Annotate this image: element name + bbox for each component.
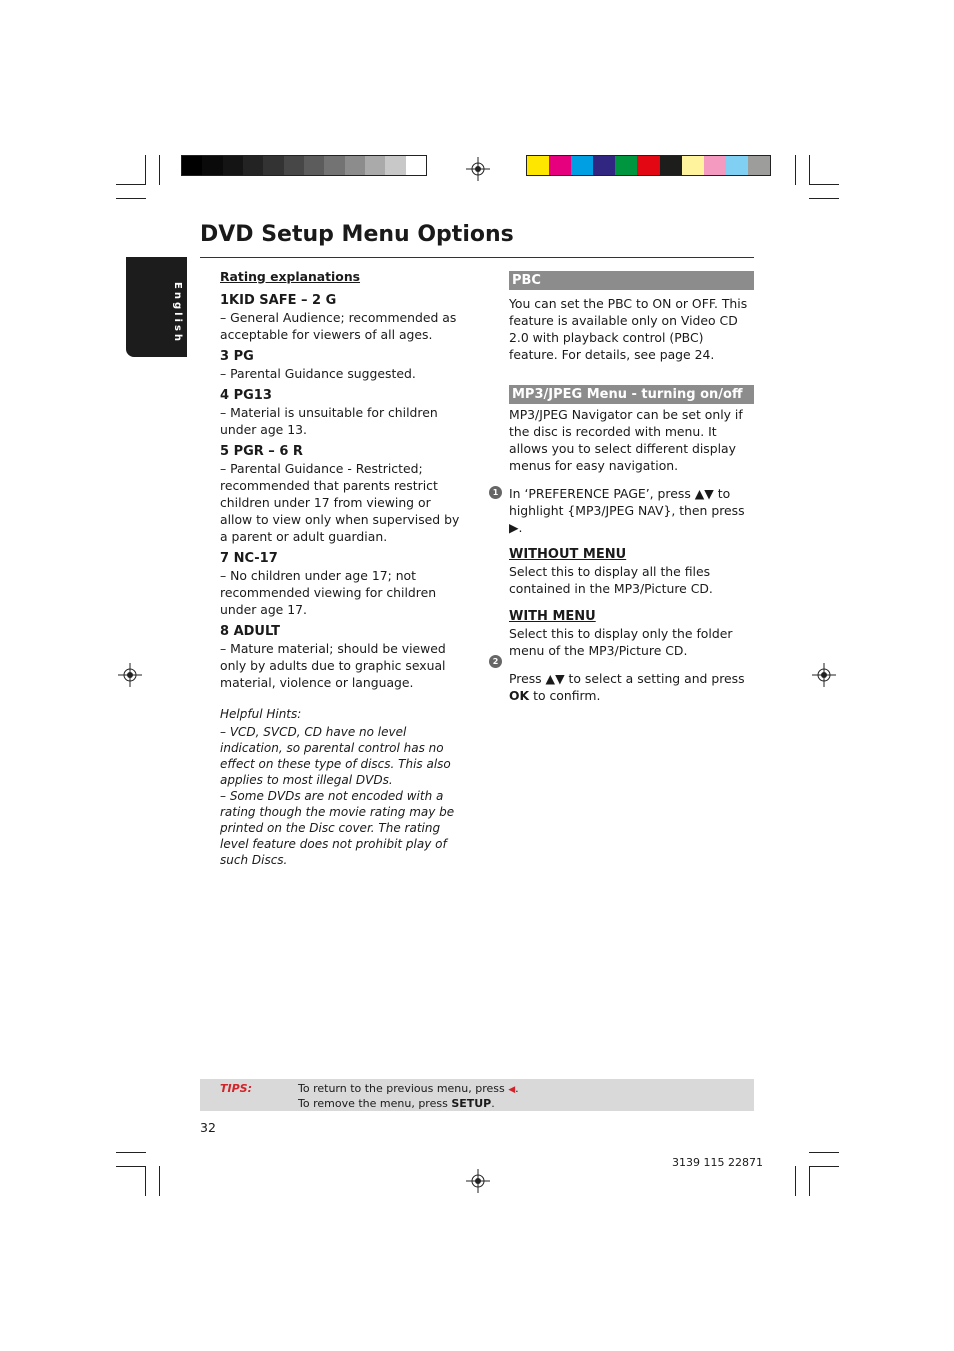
rating-title: 5 PGR – 6 R bbox=[220, 444, 303, 459]
step-2-badge: 2 bbox=[489, 655, 502, 668]
step-1-badge: 1 bbox=[489, 486, 502, 499]
tips-line-2-end: . bbox=[491, 1097, 495, 1110]
rating-text: – Mature material; should be viewed only by adults due to graphic sexual material, violence or language. bbox=[220, 641, 446, 690]
rating-text: – No children under age 17; not recommended viewing for children under age 17. bbox=[220, 568, 437, 617]
rating-explanations bbox=[220, 268, 466, 868]
pbc-text: You can set the PBC to ON or OFF. This feature is available only on Video CD 2.0 with playback control (PBC) feature. For details, see page 24. bbox=[509, 296, 748, 362]
language-tab-label: English bbox=[172, 282, 183, 345]
registration-mark-icon bbox=[118, 663, 142, 687]
right-column bbox=[509, 271, 754, 704]
tips-line-1-text: To return to the previous menu, press bbox=[298, 1082, 505, 1095]
page-title: DVD Setup Menu Options bbox=[200, 222, 514, 247]
step-2-text bbox=[509, 670, 754, 704]
rating-title: 8 ADULT bbox=[220, 624, 280, 639]
hint-text: – Some DVDs are not encoded with a rating though the movie rating may be printed on the Disc cover. The rating level feature does not prohibit play of such Discs. bbox=[220, 789, 455, 867]
left-arrow-icon: ◀ bbox=[508, 1085, 516, 1095]
section-heading: Rating explanations bbox=[220, 269, 361, 284]
rating-text: – General Audience; recommended as acceptable for viewers of all ages. bbox=[220, 310, 457, 342]
tips-label: TIPS: bbox=[220, 1082, 252, 1095]
mp3-text: MP3/JPEG Navigator can be set only if the disc is recorded with menu. It allows you to select different display menus for easy navigation. bbox=[509, 407, 743, 473]
registration-mark-icon bbox=[466, 157, 490, 181]
setup-key: SETUP bbox=[451, 1097, 492, 1110]
rating-title: 4 PG13 bbox=[220, 388, 272, 403]
title-divider bbox=[200, 257, 754, 258]
step-1-text: In ‘PREFERENCE PAGE’, press ▲▼ to highlight {MP3/JPEG NAV}, then press ▶. bbox=[509, 486, 745, 535]
tips-line-1-end: . bbox=[515, 1082, 519, 1095]
rating-title: 1KID SAFE – 2 G bbox=[220, 293, 337, 308]
step-2-text-a: Press ▲▼ to select a setting and press bbox=[509, 671, 745, 686]
color-calibration-bar bbox=[526, 155, 771, 176]
page-number: 32 bbox=[200, 1120, 216, 1135]
tips-line-2 bbox=[298, 1096, 495, 1111]
grayscale-calibration-bar bbox=[181, 155, 427, 176]
ok-key: OK bbox=[509, 688, 530, 703]
document-code: 3139 115 22871 bbox=[672, 1156, 763, 1169]
rating-title: 3 PG bbox=[220, 349, 254, 364]
rating-title: 7 NC-17 bbox=[220, 551, 278, 566]
with-menu-text: Select this to display only the folder menu of the MP3/Picture CD. bbox=[509, 626, 733, 658]
pbc-section-bar: PBC bbox=[509, 271, 754, 290]
rating-text: – Parental Guidance - Restricted; recommended that parents restrict children under 17 from viewing or allow to view only when supervised by a parent or adult guardian. bbox=[220, 461, 460, 544]
hint-text: – VCD, SVCD, CD have no level indication, so parental control has no effect on these type of discs. This also applies to most illegal DVDs. bbox=[220, 725, 451, 787]
without-menu-text: Select this to display all the files contained in the MP3/Picture CD. bbox=[509, 564, 713, 596]
registration-mark-icon bbox=[812, 663, 836, 687]
tips-box bbox=[200, 1079, 754, 1111]
mp3-section-bar: MP3/JPEG Menu - turning on/off bbox=[509, 385, 754, 404]
with-menu-title: WITH MENU bbox=[509, 609, 596, 624]
hints-title: Helpful Hints: bbox=[220, 707, 302, 721]
rating-text: – Parental Guidance suggested. bbox=[220, 366, 416, 381]
rating-text: – Material is unsuitable for children under age 13. bbox=[220, 405, 438, 437]
tips-line-2-text: To remove the menu, press bbox=[298, 1097, 452, 1110]
registration-mark-icon bbox=[466, 1169, 490, 1193]
step-2-text-b: to confirm. bbox=[529, 688, 601, 703]
without-menu-title: WITHOUT MENU bbox=[509, 547, 627, 562]
